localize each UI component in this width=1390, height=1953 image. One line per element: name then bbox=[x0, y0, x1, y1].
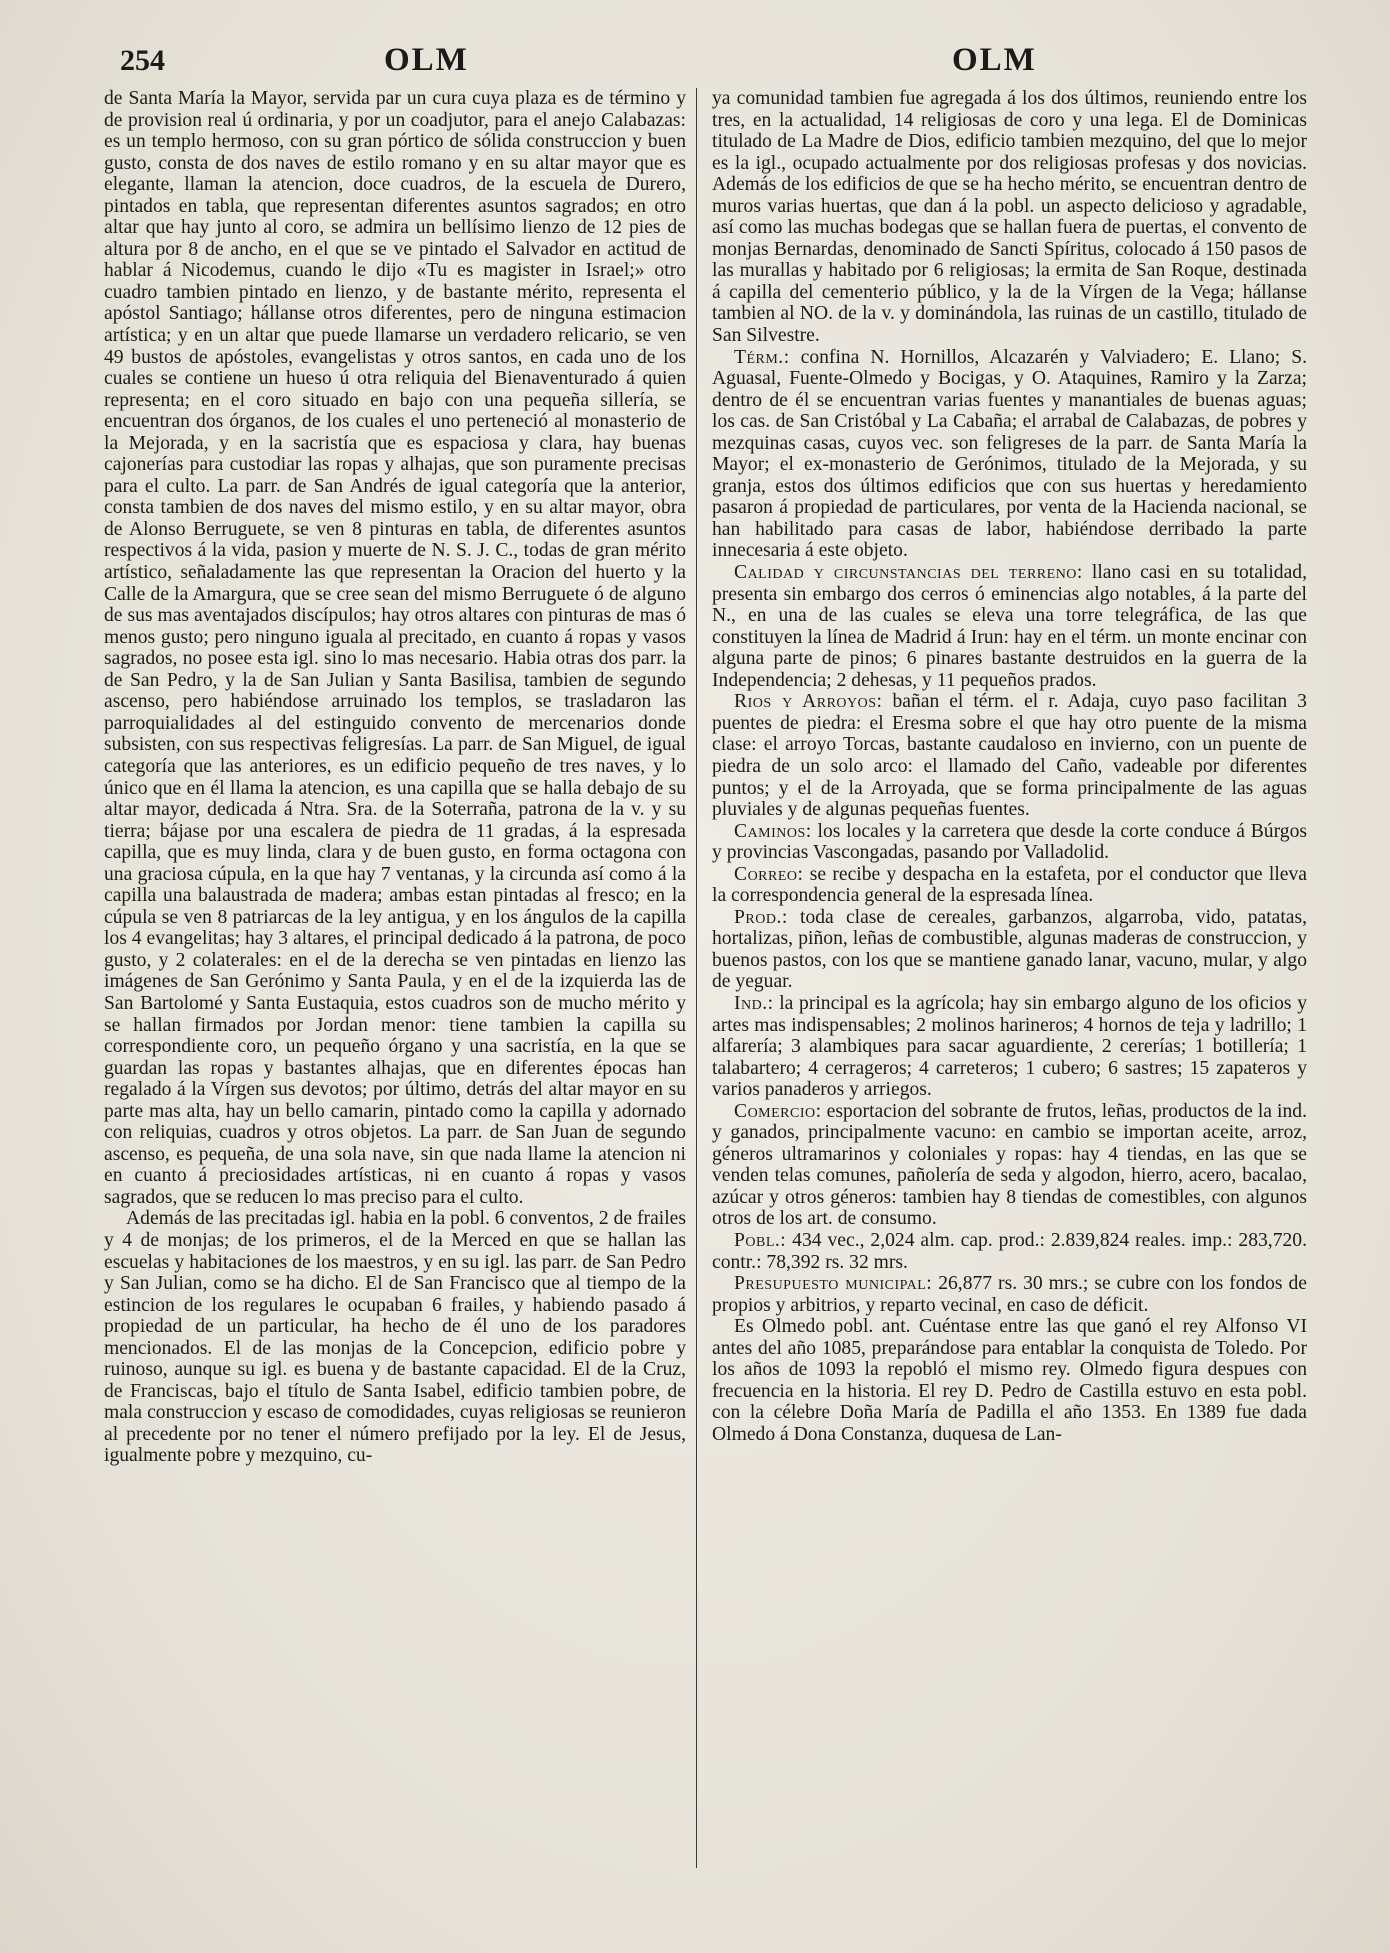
paragraph-text: Además de las precitadas igl. habia en la pobl. 6 conventos, 2 de frailes y 4 de monjas; de los primeros, el de la Merced en que se hallan las escuelas y habitaciones de los maestros, y en su igl. las parr. de San Pedro y San Julian, como se ha dicho. El de San Francisco que al tiempo de la estincion de los regulares le ocupaban 6 frailes, y habiendo pasado á propiedad de un particular, ha hecho de él uno de los paradores mencionados. El de las monjas de la Concepcion, edificio pobre y ruinoso, aunque su igl. es buena y de bastante capacidad. El de la Cruz, de Franciscas, bajo el título de Santa Isabel, edificio tambien pobre, de mala construccion y escaso de comodidades, cuyas religiosas se reunieron al precedente por no tener el número prefijado por la ley. El de Jesus, igualmente pobre y mezquino, cu- bbox=[104, 1208, 686, 1467]
paragraph bbox=[712, 1273, 1307, 1316]
paragraph bbox=[712, 864, 1307, 907]
paragraph bbox=[712, 691, 1307, 820]
paragraph-text: confina N. Hornillos, Alcazarén y Valviadero; E. Llano; S. Aguasal, Fuente-Olmedo y Bocigas, y O. Ataquines, Ramiro y la Zarza; dentro de él se encuentran varias fuentes y manantiales de buenas aguas; los cas. de San Cristóbal y La Cabaña; el arrabal de Calabazas, de pobres y mezquinas casas, cuyos vec. son feligreses de la parr. de Santa María la Mayor; el ex-monasterio de Gerónimos, titulado de la Mejorada, y su granja, estos dos últimos edificios que con sus huertas y heredamiento pasaron á propiedad de particulares, por venta de la Hacienda nacional, se han habilitado para casas de labor, habiéndose derribado la parte innecesaria á este objeto. bbox=[712, 346, 1307, 562]
section-lead-label: Correo: bbox=[734, 863, 804, 885]
column-divider bbox=[696, 88, 697, 1868]
paragraph-text: ya comunidad tambien fue agregada á los dos últimos, reuniendo entre los tres, en la actualidad, 14 religiosas de coro y una lega. El de Dominicas titulado de La Madre de Dios, edificio tambien mezquino, del que lo mejor es la igl., ocupado actualmente por dos religiosas profesas y dos novicias. Además de los edificios de que se ha hecho mérito, se encuentran dentro de muros varias huertas, que dan á la pobl. un aspecto delicioso y agradable, así como las muchas bodegas que se hallan fuera de puertas, el convento de monjas Bernardas, denominado de Sancti Spíritus, colocado á 150 pasos de las murallas y habitado por 6 religiosas; la ermita de San Roque, destinada á capilla del cementerio público, y la de la Vírgen de la Vega; hállanse tambien al NO. de la v. y dominándola, las ruinas de un castillo, titulado de San Silvestre. bbox=[712, 88, 1307, 347]
paragraph bbox=[712, 1101, 1307, 1230]
section-lead-label: Térm.: bbox=[734, 346, 790, 368]
paragraph-text: llano casi en su totalidad, presenta sin embargo dos cerros ó eminencias algo notables, á la parte del N., en una de las cuales se eleva una torre telegráfica, de las que constituyen la línea de Madrid á Irun: hay en el térm. un monte encinar con alguna parte de pinos; 6 pinares bastante destruidos en la guerra de la Independencia; 2 dehesas, y 11 pequeños prados. bbox=[712, 562, 1307, 691]
right-running-title: OLM bbox=[952, 42, 1037, 78]
section-lead-label: Ind.: bbox=[734, 992, 774, 1014]
section-lead-label: Prod.: bbox=[734, 906, 788, 928]
paragraph bbox=[712, 821, 1307, 864]
paragraph bbox=[104, 88, 686, 1208]
paragraph-text: los locales y la carretera que desde la corte conduce á Búrgos y provincias Vascongadas, pasando por Valladolid. bbox=[712, 820, 1307, 864]
section-lead-label: Presupuesto municipal: bbox=[734, 1273, 933, 1295]
paragraph-text: bañan el térm. el r. Adaja, cuyo paso facilitan 3 puentes de piedra: el Eresma sobre el que hay otro puente de la misma clase: el arroyo Torcas, bastante caudaloso en invierno, con un puente de piedra de un solo arco: el llamado del Caño, vadeable por diferentes puntos; y el de la Arroyada, que se forma principalmente de las aguas pluviales y de algunas pequeñas fuentes. bbox=[712, 691, 1307, 821]
paragraph-text: de Santa María la Mayor, servida par un cura cuya plaza es de término y de provision real ú ordinaria, y por un coadjutor, para el anejo Calabazas: es un templo hermoso, con su gran pórtico de sólida construccion y buen gusto, consta de dos naves de estilo romano y en su altar mayor que es elegante, llaman la atencion, doce cuadros, de la escuela de Durero, pintados en tabla, que representan diferentes asuntos sagrados; en otro altar que hay junto al coro, se admira un bellísimo lienzo de 12 pies de altura por 8 de ancho, en el que se ve pintado el Salvador en actitud de hablar á Nicodemus, cuando le dijo «Tu es magister in Israel;» otro cuadro tambien pintado en lienzo, y de bastante mérito, representa el apóstol Santiago; hállanse otros diferentes, pero de ninguna estimacion artística; y en un altar que puede llamarse un verdadero relicario, se ven 49 bustos de apóstoles, evangelistas y otros santos, en cada uno de los cuales se contiene un hueso ú otra reliquia del Bienaventurado á quien representa; en el coro situado en bajo con una pequeña sillería, se encuentran dos órganos, de los cuales el uno perteneció al monasterio de la Mejorada, y en la sacristía que es espaciosa y clara, hay buenas cajonerías para custodiar las ropas y alhajas, que son puramente precisas para el culto. La parr. de San Andrés de igual categoría que la anterior, consta tambien de dos naves del mismo estilo, y en su altar mayor, obra de Alonso Berruguete, se ven 8 pinturas en tabla, de diferentes asuntos respectivos á la vida, pasion y muerte de N. S. J. C., todas de gran mérito artístico, señaladamente las que representan la Oracion del huerto y la Calle de la Amargura, que se cree sean del mismo Berruguete ó de alguno de sus mas aventajados discípulos; hay otros altares con pinturas de mas ó menos gusto; pero ninguno iguala al precitado, en cuanto á ropas y vasos sagrados, no posee esta igl. sino lo mas necesario. Habia otras dos parr. la de San Pedro, y la de San Julian y Santa Basilisa, tambien de segundo ascenso, pero habiéndose arruinado los templos, se trasladaron las parroquialidades al del estinguido convento de mercenarios donde subsisten, con sus respectivas feligresías. La parr. de San Miguel, de igual categoría que las anteriores, es un edificio pequeño de tres naves, y lo único que en él llama la atencion, es una capilla que se halla debajo de su altar mayor, dedicada á Ntra. Sra. de la Soterraña, patrona de la v. y su tierra; bájase por una escalera de piedra de 11 gradas, á la espresada capilla, que es muy linda, clara y de buen gusto, en forma octagona con una graciosa cúpula, en la que hay 7 ventanas, y la circunda así como á la capilla una balaustrada de madera; ambas estan pintadas al fresco; en la cúpula se ven 8 patriarcas de la ley antigua, y en los ángulos de la capilla los 4 evangelitas; hay 3 altares, el principal dedicado á la patrona, de poco gusto, y 2 colaterales: en el de la derecha se ven pintadas en lienzo las imágenes de San Gerónimo y Santa Paula, y en el de la izquierda las de San Bartolomé y Santa Eustaquia, estos cuadros son de mucho mérito y se hallan firmados por Jordan menor: tiene tambien la capilla su correspondiente coro, un pequeño órgano y una sacristía, en la que se guardan las ropas y bastantes alhajas, que en diferentes épocas han regalado á la Vírgen sus devotos; por último, detrás del altar mayor en su parte mas alta, hay un bello camarin, pintado como la capilla y adornado con reliquias, cuadros y otros objetos. La parr. de San Juan de segundo ascenso, es pequeña, de una sola nave, sin que nada llame la atencion ni en cuanto á preciosidades artísticas, ni en cuanto á ropas y vasos sagrados, que se reducen lo mas preciso para el culto. bbox=[104, 88, 686, 1208]
paragraph bbox=[712, 993, 1307, 1101]
paragraph bbox=[712, 1316, 1307, 1445]
paragraph-text: la principal es la agrícola; hay sin embargo alguno de los oficios y artes mas indispensables; 2 molinos harineros; 4 hornos de teja y ladrillo; 1 alfarería; 3 alambiques para sacar aguardiente, 2 cererías; 1 botillería; 1 talabartero; 4 cerrageros; 4 carreteros; 1 cubero; 6 sastres; 15 zapateros y varios panaderos y arriegos. bbox=[712, 992, 1307, 1101]
paragraph-text: toda clase de cereales, garbanzos, algarroba, vido, patatas, hortalizas, piñon, leñas de combustible, algunas maderas de construccion, y buenos pastos, con los que se mantiene ganado lanar, vacuno, mular, y algo de yeguar. bbox=[712, 906, 1307, 993]
left-text-column bbox=[104, 88, 686, 1467]
paragraph bbox=[104, 1208, 686, 1467]
running-head bbox=[0, 42, 1390, 90]
paragraph-text: Es Olmedo pobl. ant. Cuéntase entre las que ganó el rey Alfonso VI antes del año 1085, preparándose para entablar la conquista de Toledo. Por los años de 1093 la repobló el mismo rey. Olmedo figura despues con frecuencia en la historia. El rey D. Pedro de Castilla estuvo en esta pobl. con la célebre Doña María de Padilla el año 1353. En 1389 fue dada Olmedo á Dona Constanza, duquesa de Lan- bbox=[712, 1316, 1307, 1445]
paragraph-text: 434 vec., 2,024 alm. cap. prod.: 2.839,824 reales. imp.: 283,720. contr.: 78,392 rs. 32 mrs. bbox=[712, 1229, 1307, 1273]
paragraph bbox=[712, 347, 1307, 562]
section-lead-label: Pobl.: bbox=[734, 1229, 787, 1251]
section-lead-label: Rios y Arroyos: bbox=[734, 691, 883, 713]
section-lead-label: Comercio: bbox=[734, 1100, 822, 1122]
paragraph bbox=[712, 1230, 1307, 1273]
right-text-column bbox=[712, 88, 1307, 1445]
paragraph bbox=[712, 562, 1307, 691]
paragraph bbox=[712, 907, 1307, 993]
page-number: 254 bbox=[120, 44, 165, 77]
paragraph-text: 26,877 rs. 30 mrs.; se cubre con los fondos de propios y arbitrios, y reparto vecinal, en caso de déficit. bbox=[712, 1273, 1307, 1316]
paragraph-text: esportacion del sobrante de frutos, leñas, productos de la ind. y ganados, principalmente vacuno: en cambio se importan aceite, arroz, géneros ultramarinos y coloniales y ropas: hay 4 tiendas, en las que se venden telas comunes, pañolería de seda y algodon, hierro, acero, bacalao, azúcar y otros géneros: tambien hay 8 tiendas de comestibles, con algunos otros de los art. de consumo. bbox=[712, 1100, 1307, 1230]
paragraph-text: se recibe y despacha en la estafeta, por el conductor que lleva la correspondencia general de la espresada línea. bbox=[712, 863, 1307, 907]
section-lead-label: Caminos: bbox=[734, 820, 812, 842]
paragraph bbox=[712, 88, 1307, 347]
left-running-title: OLM bbox=[384, 42, 469, 78]
section-lead-label: Calidad y circunstancias del terreno: bbox=[734, 562, 1083, 584]
